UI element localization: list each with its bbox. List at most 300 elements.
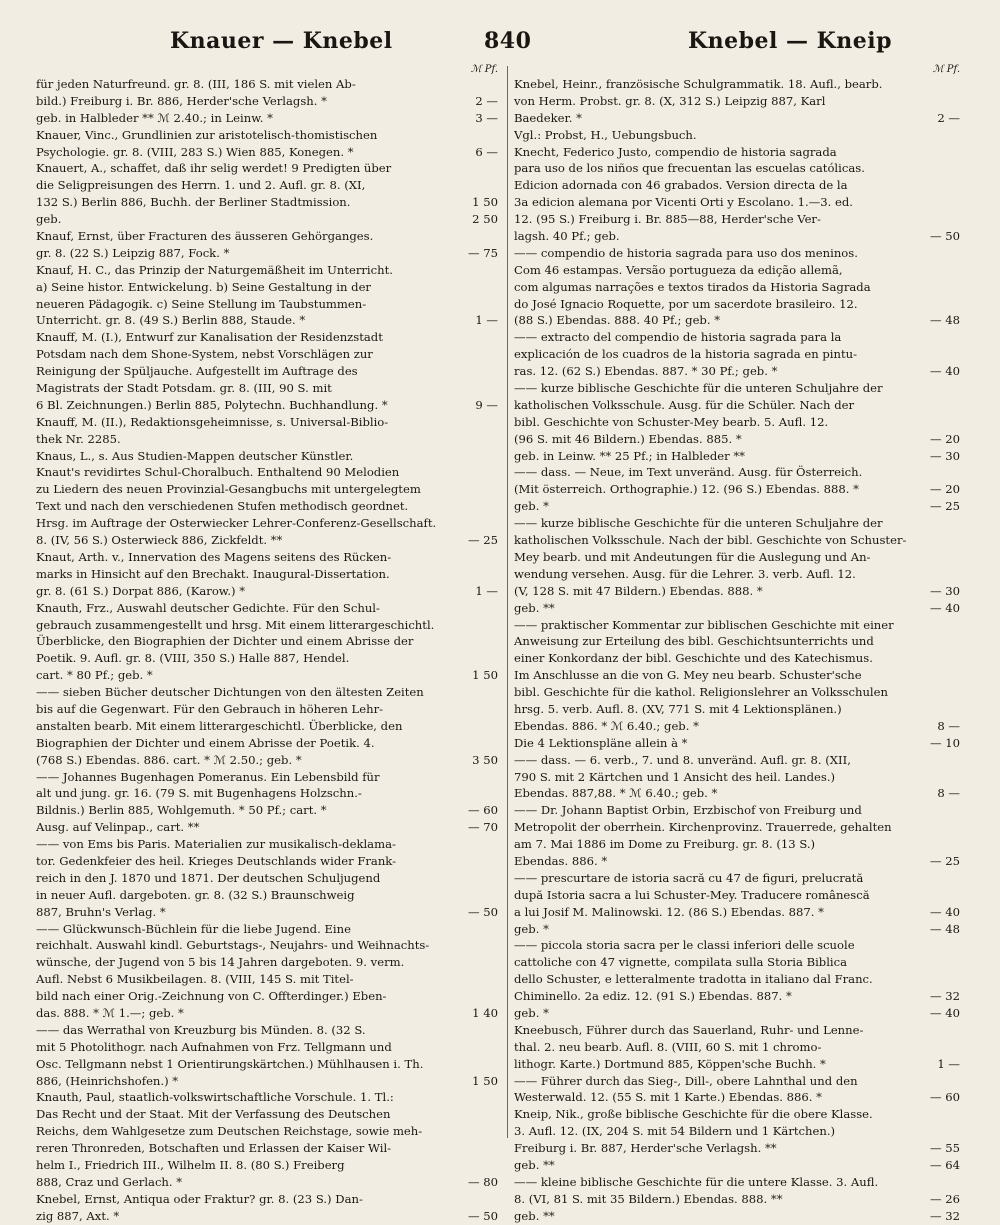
entry-line xyxy=(36,1056,498,1073)
page-number: 840 xyxy=(484,28,532,54)
entry-price: 8 — xyxy=(937,786,960,801)
entry-text: para uso de los niños que frecuentan las escuelas católicas. xyxy=(514,161,865,176)
entry-price: — 20 xyxy=(929,482,960,497)
entry-text: 790 S. mit 2 Kärtchen und 1 Ansicht des heil. Landes.) xyxy=(514,769,836,784)
catalog-entry xyxy=(514,464,960,515)
entry-line xyxy=(36,583,498,600)
entry-price: — 50 xyxy=(467,1208,498,1223)
entry-line xyxy=(514,667,960,684)
entry-line xyxy=(36,515,498,532)
entry-text: Unterricht. gr. 8. (49 S.) Berlin 888, Staude. * xyxy=(36,313,306,328)
entry-price: — 60 xyxy=(929,1090,960,1105)
entry-line xyxy=(514,921,960,938)
catalog-entry xyxy=(36,76,498,127)
entry-line xyxy=(514,93,960,110)
entry-line xyxy=(514,1089,960,1106)
entry-line xyxy=(514,1174,960,1191)
catalog-entry xyxy=(514,802,960,870)
entry-line xyxy=(36,160,498,177)
entry-text: 8. (IV, 56 S.) Osterwieck 886, Zickfeldt. ** xyxy=(36,533,283,548)
entry-line xyxy=(514,1140,960,1157)
entry-line xyxy=(514,177,960,194)
entry-text: am 7. Mai 1886 im Dome zu Freiburg. gr. 8. (13 S.) xyxy=(514,837,816,852)
entry-line xyxy=(36,448,498,465)
entry-text: —— dass. — Neue, im Text unveränd. Ausg. für Österreich. xyxy=(514,465,863,480)
entry-line xyxy=(36,1005,498,1022)
entry-text: Überblicke, den Biographien der Dichter und einem Abrisse der xyxy=(36,634,414,649)
entry-text: Baedeker. * xyxy=(514,110,582,125)
price-header-label: ℳ Pf. xyxy=(470,64,498,75)
entry-text: anstalten bearb. Mit einem litterargeschichtl. Überblicke, den xyxy=(36,718,403,733)
entry-price: — 64 xyxy=(929,1158,960,1172)
entry-line xyxy=(514,937,960,954)
entry-price: — 25 xyxy=(467,533,498,548)
entry-line xyxy=(36,971,498,988)
entry-text: 12. (95 S.) Freiburg i. Br. 885—88, Herder'sche Ver- xyxy=(514,212,821,227)
catalog-entry xyxy=(36,921,498,1022)
entry-text: Edicion adornada con 46 grabados. Version directa de la xyxy=(514,178,848,193)
entry-line xyxy=(36,600,498,617)
catalog-entry xyxy=(36,127,498,161)
catalog-entry xyxy=(514,76,960,144)
entry-price: — 50 xyxy=(467,904,498,919)
entry-line xyxy=(36,617,498,634)
entry-price: — 60 xyxy=(467,803,498,818)
entry-line xyxy=(36,414,498,431)
entry-line xyxy=(36,954,498,971)
entry-text: wendung versehen. Ausg. für die Lehrer. 3. verb. Aufl. 12. xyxy=(514,566,856,581)
entry-text: a) Seine histor. Entwickelung. b) Seine Gestaltung in der xyxy=(36,279,371,294)
price-header-label: ℳ Pf. xyxy=(932,64,960,75)
entry-line xyxy=(514,904,960,921)
entry-line xyxy=(514,1039,960,1056)
entry-line xyxy=(514,701,960,718)
entry-text: Knauff, M. (II.), Redaktionsgeheimnisse, s. Universal-Biblio- xyxy=(36,414,389,429)
entry-text: helm I., Friedrich III., Wilhelm II. 8. (80 S.) Freiberg xyxy=(36,1158,345,1172)
entry-line xyxy=(36,752,498,769)
catalog-entry xyxy=(36,1089,498,1190)
entry-price: — 80 xyxy=(467,1174,498,1189)
entry-line xyxy=(514,380,960,397)
entry-text: Biographien der Dichter und einem Abrisse der Poetik. 4. xyxy=(36,735,375,750)
catalog-entry xyxy=(514,617,960,752)
entry-line xyxy=(514,228,960,245)
entry-text: a lui Josif M. Malinowski. 12. (86 S.) Ebendas. 887. * xyxy=(514,904,824,919)
entry-line xyxy=(514,819,960,836)
entry-text: Knaut's revidirtes Schul-Choralbuch. Enthaltend 90 Melodien xyxy=(36,465,400,480)
entry-text: Magistrats der Stadt Potsdam. gr. 8. (III, 90 S. mit xyxy=(36,381,332,396)
entry-text: mit 5 Photolithogr. nach Aufnahmen von Frz. Tellgmann und xyxy=(36,1039,392,1054)
entry-text: thek Nr. 2285. xyxy=(36,431,121,446)
entry-line xyxy=(36,718,498,735)
entry-text: —— Führer durch das Sieg-, Dill-, obere Lahnthal und den xyxy=(514,1073,858,1088)
entry-text: geb. xyxy=(36,212,62,227)
entry-line xyxy=(36,1039,498,1056)
entry-text: Knebel, Ernst, Antiqua oder Fraktur? gr. 8. (23 S.) Dan- xyxy=(36,1191,363,1206)
entry-line xyxy=(514,988,960,1005)
entry-line xyxy=(36,127,498,144)
left-entries xyxy=(36,76,498,1225)
entry-line xyxy=(36,228,498,245)
entry-price: 2 50 xyxy=(472,212,498,227)
entry-line xyxy=(514,160,960,177)
entry-text: do José Ignacio Roquette, por um sacerdote brasileiro. 12. xyxy=(514,296,858,311)
entry-line xyxy=(36,346,498,363)
entry-line xyxy=(514,431,960,448)
catalog-entry xyxy=(514,870,960,938)
entry-text: Knauer, Vinc., Grundlinien zur aristotelisch-thomistischen xyxy=(36,127,378,142)
entry-text: —— kleine biblische Geschichte für die untere Klasse. 3. Aufl. xyxy=(514,1174,879,1189)
entry-text: Freiburg i. Br. 887, Herder'sche Verlagsh. ** xyxy=(514,1141,777,1156)
entry-text: explicación de los cuadros de la historia sagrada en pintu- xyxy=(514,347,858,362)
entry-text: für jeden Naturfreund. gr. 8. (III, 186 S. mit vielen Ab- xyxy=(36,77,356,91)
entry-text: Kneebusch, Führer durch das Sauerland, Ruhr- und Lenne- xyxy=(514,1022,864,1037)
entry-price: 2 — xyxy=(475,93,498,108)
entry-text: —— Glückwunsch-Büchlein für die liebe Jugend. Eine xyxy=(36,921,351,936)
entry-text: cattoliche con 47 vignette, compilata sulla Storia Biblica xyxy=(514,955,848,970)
entry-text: 886, (Heinrichshofen.) * xyxy=(36,1073,179,1088)
entry-text: geb. ** xyxy=(514,1208,555,1223)
catalog-entry xyxy=(36,464,498,548)
entry-line xyxy=(36,93,498,110)
entry-line xyxy=(514,76,960,93)
entry-line xyxy=(514,414,960,431)
entry-line xyxy=(514,329,960,346)
entry-text: com algumas narrações e textos tirados da Historia Sagrada xyxy=(514,279,871,294)
entry-line xyxy=(514,532,960,549)
entry-text: cart. * 80 Pf.; geb. * xyxy=(36,668,153,683)
entry-line xyxy=(36,312,498,329)
entry-line xyxy=(514,566,960,583)
entry-line xyxy=(36,1073,498,1090)
entry-line xyxy=(36,904,498,921)
entry-text: geb. * xyxy=(514,1005,549,1020)
entry-line xyxy=(36,211,498,228)
entry-line xyxy=(514,1123,960,1140)
entry-line xyxy=(514,887,960,904)
entry-line xyxy=(514,1005,960,1022)
entry-price: — 55 xyxy=(929,1141,960,1156)
entry-line xyxy=(36,498,498,515)
entry-line xyxy=(514,346,960,363)
entry-line xyxy=(514,971,960,988)
running-head-right: Knebel — Kneip xyxy=(688,28,893,54)
entry-text: Chiminello. 2a ediz. 12. (91 S.) Ebendas. 887. * xyxy=(514,989,792,1004)
entry-price: — 40 xyxy=(929,904,960,919)
catalog-entry xyxy=(514,1022,960,1073)
entry-line xyxy=(36,1191,498,1208)
catalog-entry xyxy=(36,600,498,684)
entry-text: Text und nach den verschiedenen Stufen methodisch geordnet. xyxy=(36,499,409,514)
entry-line xyxy=(36,380,498,397)
entry-price: — 40 xyxy=(929,600,960,615)
entry-price: 1 — xyxy=(475,313,498,328)
entry-line xyxy=(36,431,498,448)
entry-text: (768 S.) Ebendas. 886. cart. * ℳ 2.50.; geb. * xyxy=(36,752,302,767)
entry-line xyxy=(36,1140,498,1157)
entry-text: Reichs, dem Wahlgesetze zum Deutschen Reichstage, sowie meh- xyxy=(36,1124,423,1139)
entry-line xyxy=(36,684,498,701)
entry-line xyxy=(514,600,960,617)
entry-text: Im Anschlusse an die von G. Mey neu bearb. Schuster'sche xyxy=(514,668,862,683)
entry-text: tor. Gedenkfeier des heil. Krieges Deutschlands wider Frank- xyxy=(36,853,397,868)
entry-line xyxy=(514,498,960,515)
entry-text: reren Thronreden, Botschaften und Erlassen der Kaiser Wil- xyxy=(36,1141,392,1156)
entry-line xyxy=(514,870,960,887)
entry-price: — 30 xyxy=(929,583,960,598)
entry-line xyxy=(514,718,960,735)
entry-price: 8 — xyxy=(937,718,960,733)
entry-line xyxy=(36,296,498,313)
entry-text: 3. Aufl. 12. (IX, 204 S. mit 54 Bildern und 1 Kärtchen.) xyxy=(514,1124,836,1139)
entry-text: Ebendas. 886. * ℳ 6.40.; geb. * xyxy=(514,718,699,733)
entry-price: 6 — xyxy=(475,144,498,159)
entry-text: 8. (VI, 81 S. mit 35 Bildern.) Ebendas. 888. ** xyxy=(514,1191,783,1206)
entry-text: die Seligpreisungen des Herrn. 1. und 2. Aufl. gr. 8. (XI, xyxy=(36,178,366,193)
entry-line xyxy=(514,583,960,600)
catalog-entry xyxy=(36,414,498,448)
catalog-entry xyxy=(514,1174,960,1225)
catalog-entry xyxy=(36,1022,498,1090)
entry-text: lithogr. Karte.) Dortmund 885, Köppen'sche Buchh. * xyxy=(514,1056,826,1071)
entry-text: 3a edicion alemana por Vicenti Orti y Escolano. 1.—3. ed. xyxy=(514,195,853,210)
entry-line xyxy=(514,1106,960,1123)
entry-line xyxy=(514,144,960,161)
entry-text: Knaus, L., s. Aus Studien-Mappen deutscher Künstler. xyxy=(36,448,354,463)
entry-text: katholischen Volksschule. Ausg. für die Schüler. Nach der xyxy=(514,397,855,412)
entry-line xyxy=(514,785,960,802)
entry-text: 887, Bruhn's Verlag. * xyxy=(36,904,166,919)
entry-line xyxy=(36,1157,498,1174)
entry-text: reich in den J. 1870 und 1871. Der deutschen Schuljugend xyxy=(36,870,381,885)
entry-text: după Istoria sacra a lui Schuster-Mey. Traducere românescă xyxy=(514,887,870,902)
catalog-entry xyxy=(36,836,498,920)
entry-text: gr. 8. (22 S.) Leipzig 887, Fock. * xyxy=(36,245,230,260)
entry-text: geb. ** xyxy=(514,600,555,615)
entry-text: —— compendio de historia sagrada para uso dos meninos. xyxy=(514,245,858,260)
entry-text: ras. 12. (62 S.) Ebendas. 887. * 30 Pf.; geb. * xyxy=(514,364,778,379)
entry-price: 1 40 xyxy=(472,1005,498,1020)
entry-line xyxy=(36,144,498,161)
entry-text: —— Dr. Johann Baptist Orbin, Erzbischof von Freiburg und xyxy=(514,803,862,818)
entry-text: (V, 128 S. mit 47 Bildern.) Ebendas. 888. * xyxy=(514,583,763,598)
entry-line xyxy=(514,650,960,667)
entry-line xyxy=(514,464,960,481)
catalog-entry xyxy=(514,144,960,245)
catalog-entry xyxy=(514,1106,960,1174)
entry-text: Ebendas. 886. * xyxy=(514,853,608,868)
entry-line xyxy=(36,667,498,684)
entry-text: reichhalt. Auswahl kindl. Geburtstags-, Neujahrs- und Weihnachts- xyxy=(36,938,430,953)
catalog-entry xyxy=(514,515,960,616)
price-column-header xyxy=(36,64,498,76)
entry-text: 888, Craz und Gerlach. * xyxy=(36,1174,183,1189)
entry-line xyxy=(36,785,498,802)
entry-line xyxy=(36,177,498,194)
catalog-entry xyxy=(36,228,498,262)
entry-text: bibl. Geschichte für die kathol. Religionslehrer an Volksschulen xyxy=(514,685,888,700)
entry-line xyxy=(36,701,498,718)
entry-text: —— dass. — 6. verb., 7. und 8. unveränd. Aufl. gr. 8. (XII, xyxy=(514,752,851,767)
entry-text: das. 888. * ℳ 1.—; geb. * xyxy=(36,1005,184,1020)
entry-line xyxy=(36,1106,498,1123)
entry-text: 132 S.) Berlin 886, Buchh. der Berliner Stadtmission. xyxy=(36,195,351,210)
catalog-entry xyxy=(36,329,498,413)
entry-text: —— piccola storia sacra per le classi inferiori delle scuole xyxy=(514,938,855,953)
entry-price: 9 — xyxy=(475,397,498,412)
entry-text: —— kurze biblische Geschichte für die unteren Schuljahre der xyxy=(514,516,883,531)
entry-text: Bildnis.) Berlin 885, Wohlgemuth. * 50 Pf.; cart. * xyxy=(36,803,327,818)
entry-line xyxy=(36,363,498,380)
entry-text: Knebel, Heinr., französische Schulgrammatik. 18. Aufl., bearb. xyxy=(514,77,883,91)
entry-text: —— praktischer Kommentar zur biblischen Geschichte mit einer xyxy=(514,617,894,632)
entry-line xyxy=(514,1022,960,1039)
entry-price: — 20 xyxy=(929,431,960,446)
catalog-entry xyxy=(514,329,960,380)
entry-text: geb. * xyxy=(514,921,549,936)
entry-text: Vgl.: Probst, H., Uebungsbuch. xyxy=(514,127,697,142)
entry-text: lagsh. 40 Pf.; geb. xyxy=(514,229,620,244)
entry-text: von Herm. Probst. gr. 8. (X, 312 S.) Leipzig 887, Karl xyxy=(514,93,826,108)
entry-text: Ebendas. 887,88. * ℳ 6.40.; geb. * xyxy=(514,786,718,801)
entry-price: 1 — xyxy=(475,583,498,598)
entry-price: — 10 xyxy=(929,735,960,750)
entry-line xyxy=(514,279,960,296)
entry-line xyxy=(514,1073,960,1090)
entry-text: Knauth, Paul, staatlich-volkswirtschaftliche Vorschule. 1. Tl.: xyxy=(36,1090,394,1105)
entry-price: — 70 xyxy=(467,820,498,835)
entry-price: — 40 xyxy=(929,1005,960,1020)
entry-line xyxy=(36,76,498,93)
catalog-entry xyxy=(514,937,960,1021)
entry-text: wünsche, der Jugend von 5 bis 14 Jahren dargeboten. 9. verm. xyxy=(36,955,405,970)
entry-text: katholischen Volksschule. Nach der bibl. Geschichte von Schuster- xyxy=(514,533,907,548)
entry-line xyxy=(36,633,498,650)
entry-text: —— extracto del compendio de historia sagrada para la xyxy=(514,330,842,345)
catalog-entry xyxy=(36,160,498,228)
entry-text: geb. in Halbleder ** ℳ 2.40.; in Leinw. * xyxy=(36,110,273,125)
entry-line xyxy=(36,1022,498,1039)
entry-text: Metropolit der oberrhein. Kirchenprovinz. Trauerrede, gehalten xyxy=(514,820,892,835)
entry-text: Knauert, A., schaffet, daß ihr selig werdet! 9 Predigten über xyxy=(36,161,392,176)
entry-line xyxy=(514,684,960,701)
entry-line xyxy=(514,1056,960,1073)
entry-price: 2 — xyxy=(937,110,960,125)
entry-line xyxy=(514,836,960,853)
entry-price: — 25 xyxy=(929,499,960,514)
entry-text: Anweisung zur Erteilung des bibl. Geschichtsunterrichts und xyxy=(514,634,874,649)
left-column xyxy=(36,64,498,1225)
entry-price: — 40 xyxy=(929,364,960,379)
entry-text: —— das Werrathal von Kreuzburg bis Münden. 8. (32 S. xyxy=(36,1022,366,1037)
entry-price: 3 — xyxy=(475,110,498,125)
entry-text: Knecht, Federico Justo, compendio de historia sagrada xyxy=(514,144,837,159)
entry-text: —— Johannes Bugenhagen Pomeranus. Ein Lebensbild für xyxy=(36,769,380,784)
right-column xyxy=(514,64,960,1225)
entry-line xyxy=(36,1174,498,1191)
entry-line xyxy=(36,549,498,566)
entry-text: Das Recht und der Staat. Mit der Verfassung des Deutschen xyxy=(36,1107,391,1122)
entry-text: Osc. Tellgmann nebst 1 Orientirungskärtchen.) Mühlhausen i. Th. xyxy=(36,1056,424,1071)
entry-line xyxy=(36,566,498,583)
entry-text: bibl. Geschichte von Schuster-Mey bearb. 5. Aufl. 12. xyxy=(514,414,829,429)
entry-text: Com 46 estampas. Versão portugueza da edição allemã, xyxy=(514,262,843,277)
entry-line xyxy=(514,312,960,329)
entry-text: neueren Pädagogik. c) Seine Stellung im Taubstummen- xyxy=(36,296,367,311)
entry-line xyxy=(36,802,498,819)
entry-text: bis auf die Gegenwart. Für den Gebrauch in höheren Lehr- xyxy=(36,701,384,716)
entry-text: in neuer Aufl. dargeboten. gr. 8. (32 S.) Braunschweig xyxy=(36,887,355,902)
entry-text: Knauf, H. C., das Prinzip der Naturgemäßheit im Unterricht. xyxy=(36,262,393,277)
entry-price: — 32 xyxy=(929,989,960,1004)
catalog-entry xyxy=(514,245,960,329)
entry-line xyxy=(514,515,960,532)
entry-line xyxy=(514,954,960,971)
price-column-header xyxy=(514,64,960,76)
entry-text: Westerwald. 12. (55 S. mit 1 Karte.) Ebendas. 886. * xyxy=(514,1090,822,1105)
catalog-entry xyxy=(36,448,498,465)
entry-text: Ausg. auf Velinpap., cart. ** xyxy=(36,820,200,835)
entry-price: — 48 xyxy=(929,921,960,936)
entry-line xyxy=(514,1157,960,1174)
entry-text: —— sieben Bücher deutscher Dichtungen von den ältesten Zeiten xyxy=(36,685,424,700)
entry-price: 1 50 xyxy=(472,668,498,683)
entry-line xyxy=(36,464,498,481)
entry-text: bild.) Freiburg i. Br. 886, Herder'sche Verlagsh. * xyxy=(36,93,327,108)
catalog-entry xyxy=(514,1073,960,1107)
entry-price: 1 50 xyxy=(472,1073,498,1088)
entry-text: Potsdam nach dem Shone-System, nebst Vorschlägen zur xyxy=(36,347,373,362)
entry-line xyxy=(514,211,960,228)
entry-price: — 30 xyxy=(929,448,960,463)
catalog-entry xyxy=(36,1191,498,1225)
entry-line xyxy=(36,245,498,262)
entry-line xyxy=(514,735,960,752)
entry-price: 1 — xyxy=(937,1056,960,1071)
entry-line xyxy=(514,262,960,279)
entry-line xyxy=(36,887,498,904)
entry-text: Poetik. 9. Aufl. gr. 8. (VIII, 350 S.) Halle 887, Hendel. xyxy=(36,651,350,666)
entry-line xyxy=(514,296,960,313)
entry-line xyxy=(514,194,960,211)
entry-text: Die 4 Lektionspläne allein à * xyxy=(514,735,688,750)
running-head-left: Knauer — Knebel xyxy=(170,28,393,54)
entry-text: alt und jung. gr. 16. (79 S. mit Bugenhagens Holzschn.- xyxy=(36,786,362,801)
entry-line xyxy=(36,937,498,954)
entry-text: bild nach einer Orig.-Zeichnung von C. Offterdinger.) Eben- xyxy=(36,989,387,1004)
entry-text: Mey bearb. und mit Andeutungen für die Auslegung und An- xyxy=(514,549,871,564)
entry-line xyxy=(36,397,498,414)
entry-text: —— prescurtare de istoria sacră cu 47 de figuri, prelucrată xyxy=(514,870,864,885)
entry-price: — 48 xyxy=(929,313,960,328)
entry-text: zu Liedern des neuen Provinzial-Gesangbuchs mit untergelegtem xyxy=(36,482,421,497)
entry-line xyxy=(36,836,498,853)
entry-text: (96 S. mit 46 Bildern.) Ebendas. 885. * xyxy=(514,431,742,446)
catalog-entry xyxy=(514,380,960,464)
catalog-entry xyxy=(36,549,498,600)
entry-text: Hrsg. im Auftrage der Osterwiecker Lehrer-Conferenz-Gesellschaft. xyxy=(36,516,437,531)
entry-price: — 50 xyxy=(929,229,960,244)
entry-line xyxy=(514,1208,960,1225)
entry-text: (88 S.) Ebendas. 888. 40 Pf.; geb. * xyxy=(514,313,721,328)
entry-text: Reinigung der Spüljauche. Aufgestellt im Auftrage des xyxy=(36,364,358,379)
entry-line xyxy=(36,262,498,279)
running-head xyxy=(0,28,1000,60)
entry-text: (Mit österreich. Orthographie.) 12. (96 S.) Ebendas. 888. * xyxy=(514,482,859,497)
entry-line xyxy=(514,752,960,769)
entry-line xyxy=(514,245,960,262)
catalog-entry xyxy=(36,684,498,768)
